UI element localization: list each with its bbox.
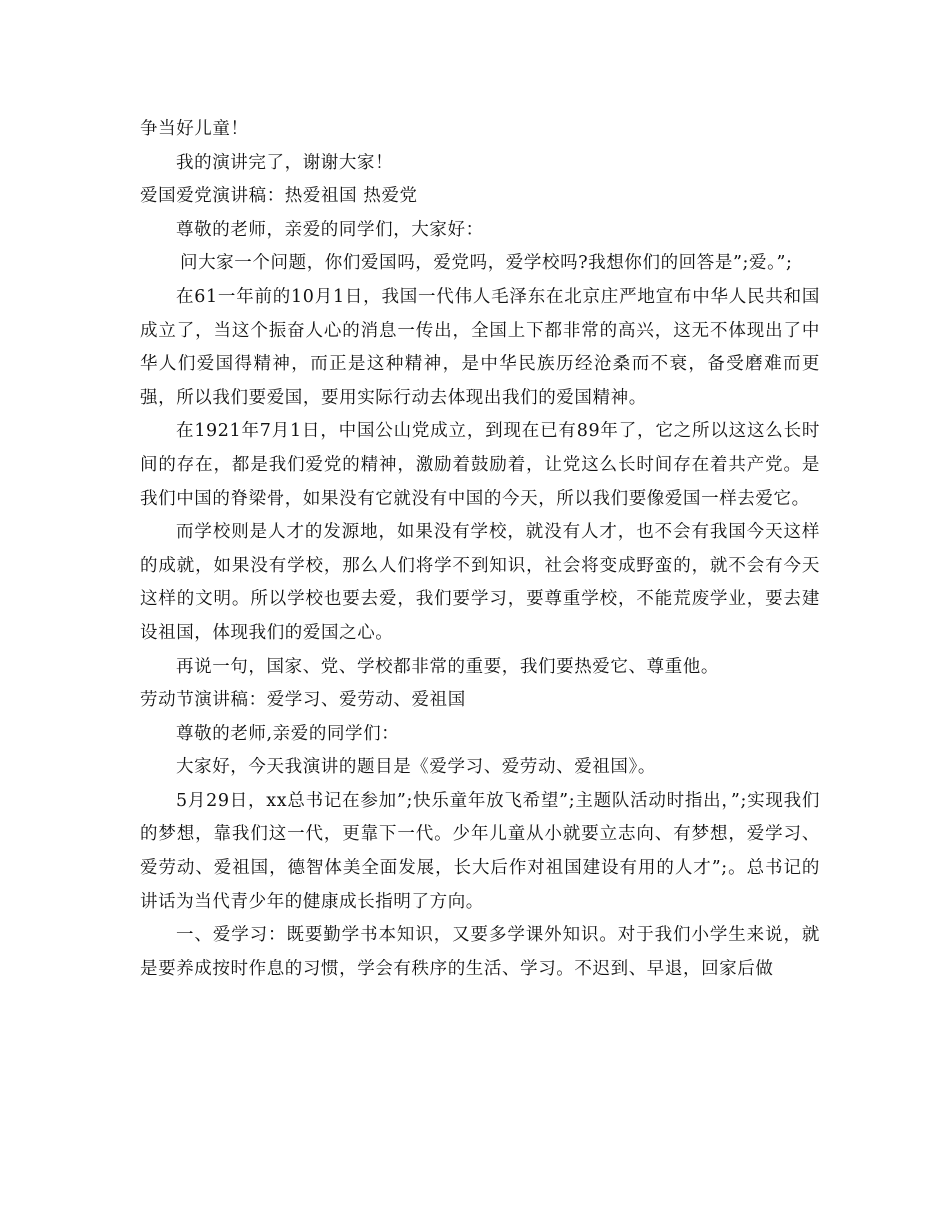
section-title-patriotism-speech: 爱国爱党演讲稿：热爱祖国 热爱党 [140,186,418,207]
paragraph-topic: 大家好，今天我演讲的题目是《爱学习、爱劳动、爱祖国》。 [176,757,656,778]
paragraph-salutation: 尊敬的老师,亲爱的同学们： [176,723,400,744]
paragraph-closing-line: 争当好儿童！ [140,119,249,139]
document-body [140,113,820,986]
paragraph-founding-of-prc: 在61一年前的10月1日，我国一代伟人毛泽东在北京庄严地宣布中华人民共和国成立了，当这个振奋人心的消息一传出，全国上下都非常的高兴，这无不体现出了中华人们爱国得精神，而正是这种精神，是中华民族历经沧桑而不衰，备受磨难而更强，所以我们要爱国，要用实际行动去体现出我们的爱国精神。 [140,286,820,408]
paragraph-school: 而学校则是人才的发源地，如果没有学校，就没有人才，也不会有我国今天这样的成就，如果没有学校，那么人们将学不到知识，社会将变成野蛮的，就不会有今天这样的文明。所以学校也要去爱，我们要学习，要尊重学校，不能荒废学业，要去建设祖国，体现我们的爱国之心。 [140,522,820,643]
paragraph-greeting: 尊敬的老师，亲爱的同学们，大家好： [176,219,484,240]
paragraph-love-learning: 一、爱学习：既要勤学书本知识，又要多学课外知识。对于我们小学生来说，就是要养成按时作息的习惯，学会有秩序的生活、学习。不迟到、早退，回家后做 [140,925,820,979]
paragraph-party-founding: 在1921年7月1日，中国公山党成立，到现在已有89年了，它之所以这这么长时间的存在，都是我们爱党的精神，激励着鼓励着，让党这么长时间存在着共产党。是我们中国的脊梁骨，如果没有它就没有中国的今天，所以我们要像爱国一样去爱它。 [140,421,820,509]
section-title-labor-day-speech: 劳动节演讲稿：爱学习、爱劳动、爱祖国 [140,690,466,711]
paragraph-speech-end: 我的演讲完了，谢谢大家！ [176,152,394,173]
paragraph-quote: 5月29日，xx总书记在参加”;快乐童年放飞希望”;主题队活动时指出，”;实现我们的梦想，靠我们这一代，更靠下一代。少年儿童从小就要立志向、有梦想，爱学习、爱劳动、爱祖国，德智体美全面发展，长大后作对祖国建设有用的人才”;。总书记的讲话为当代青少年的健康成长指明了方向。 [140,790,820,912]
paragraph-summary: 再说一句，国家、党、学校都非常的重要，我们要热爱它、尊重他。 [176,656,719,677]
paragraph-question: 问大家一个问题，你们爱国吗，爱党吗，爱学校吗?我想你们的回答是”;爱。”; [180,253,793,274]
